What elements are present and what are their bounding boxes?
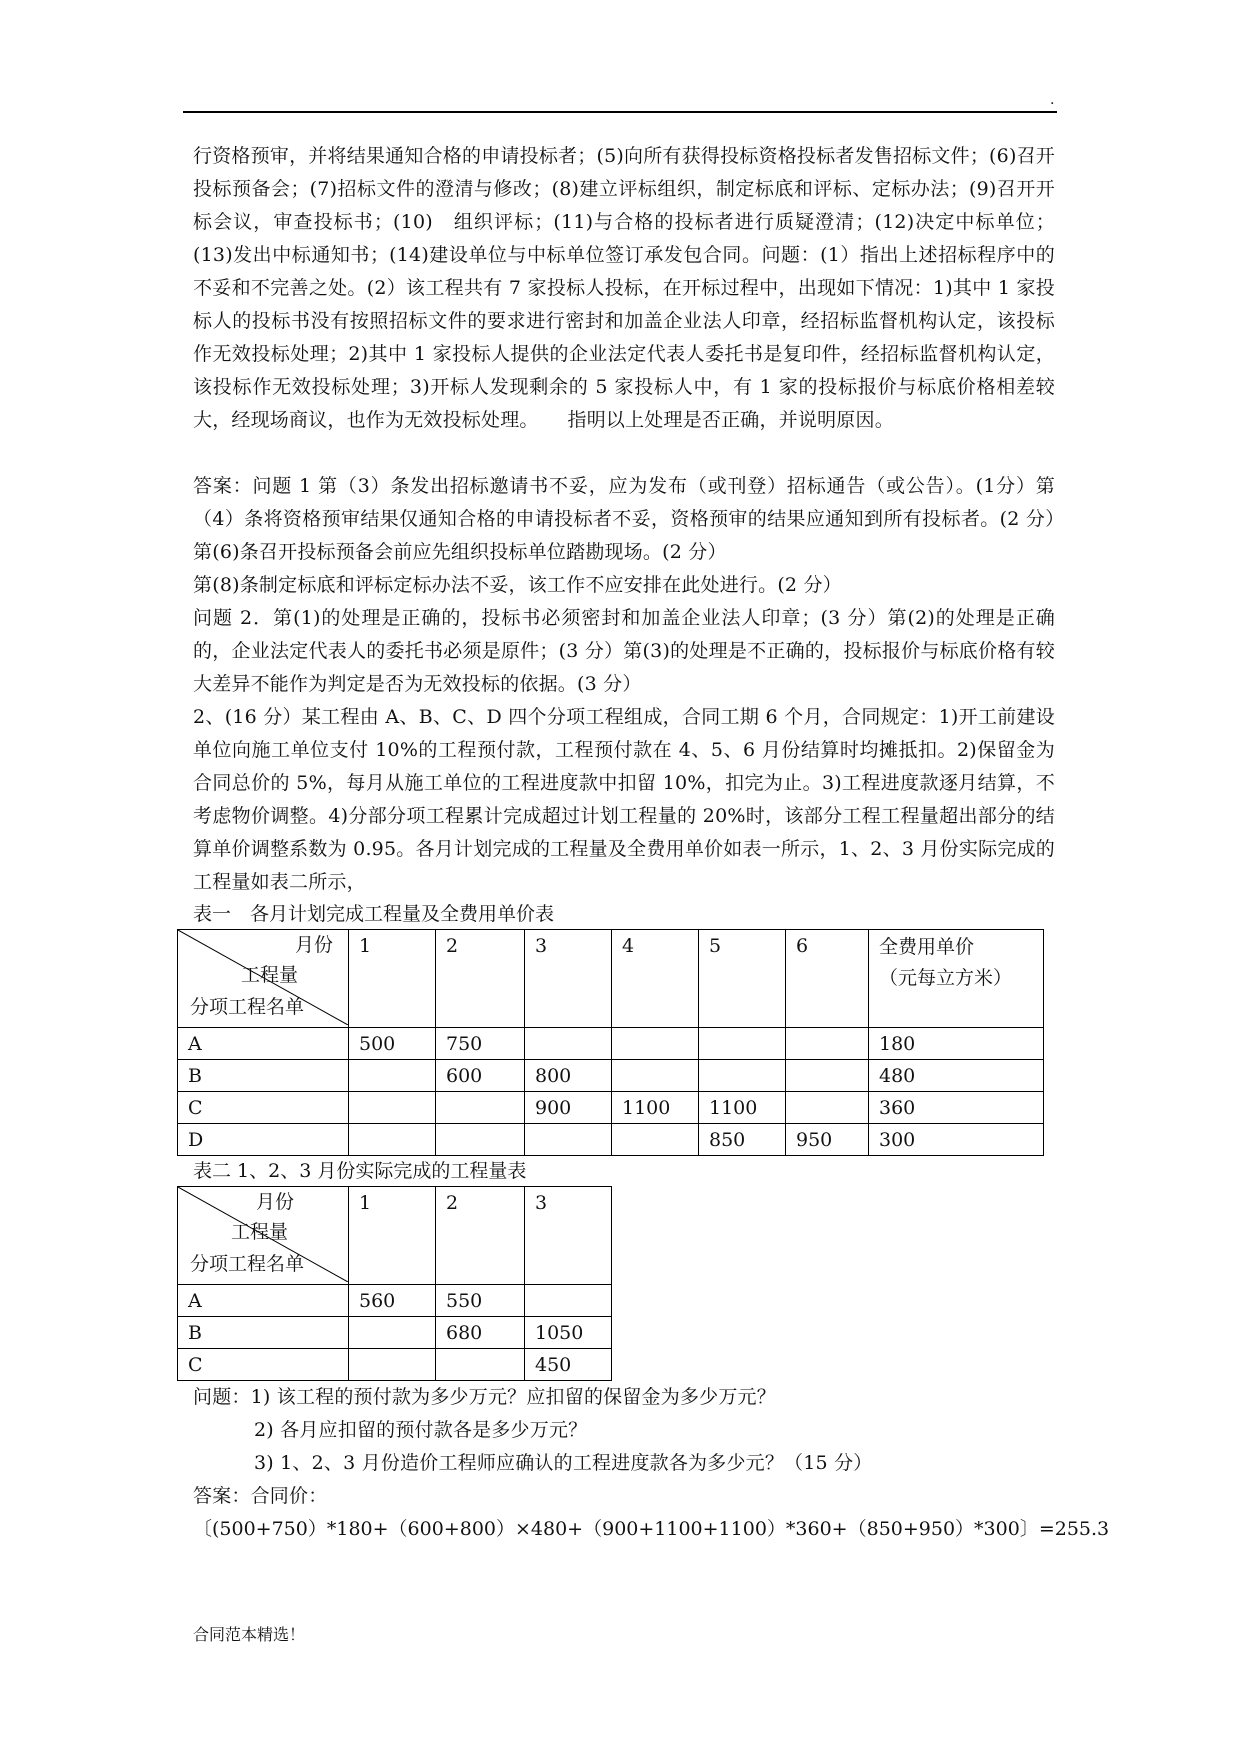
item-name: B — [178, 1317, 349, 1349]
quantity-cell — [525, 1285, 612, 1317]
corner-item-label: 分项工程名单 — [190, 1253, 305, 1275]
quantity-cell — [525, 1124, 612, 1156]
quantity-cell: 1100 — [699, 1092, 786, 1124]
month-header: 3 — [525, 1187, 612, 1285]
table2-caption: 表二 1、2、3 月份实际完成的工程量表 — [193, 1160, 527, 1182]
quantity-cell: 900 — [525, 1092, 612, 1124]
quantity-cell: 1100 — [612, 1092, 699, 1124]
month-header: 5 — [699, 930, 786, 1028]
quantity-cell — [525, 1028, 612, 1060]
answer-label: 答案：合同价： — [193, 1485, 328, 1507]
paragraph-answer-1: 答案：问题 1 第（3）条发出招标邀请书不妥，应为发布（或刊登）招标通告（或公告）。(1分）第（4）条将资格预审结果仅通知合格的申请投标者不妥，资格预审的结果应通知到所有投标者。(2 分）第(6)条召开投标预备会前应先组织投标单位踏勘现场。(2 分） — [193, 475, 1055, 563]
question-3: 3) 1、2、3 月份造价工程师应确认的工程进度款各为多少元？（15 分） — [254, 1452, 873, 1474]
table-row — [178, 1317, 612, 1349]
quantity-cell: 550 — [436, 1285, 525, 1317]
table-row — [178, 1124, 1044, 1156]
month-header: 4 — [612, 930, 699, 1028]
question-1: 问题：1) 该工程的预付款为多少万元？应扣留的保留金为多少万元？ — [193, 1386, 776, 1408]
quantity-cell: 1050 — [525, 1317, 612, 1349]
quantity-cell: 450 — [525, 1349, 612, 1381]
price-cell: 300 — [869, 1124, 1044, 1156]
actual-table — [177, 1186, 612, 1381]
quantity-cell — [349, 1317, 436, 1349]
item-name: D — [178, 1124, 349, 1156]
table-row — [178, 1349, 612, 1381]
month-header: 3 — [525, 930, 612, 1028]
header-mark: . — [1050, 92, 1055, 108]
quantity-cell — [612, 1028, 699, 1060]
price-header — [869, 930, 1044, 1028]
quantity-cell — [436, 1349, 525, 1381]
paragraph-question-2: 2、(16 分）某工程由 A、B、C、D 四个分项工程组成，合同工期 6 个月，合同规定：1)开工前建设单位向施工单位支付 10%的工程预付款，工程预付款在 4、5、6 月份结算时均摊抵扣。2)保留金为合同总价的 5%，每月从施工单位的工程进度款中扣留 10%，扣完为止。3)工程进度款逐月结算，不考虑物价调整。4)分部分项工程累计完成超过计划工程量的 20%时，该部分工程工程量超出部分的结算单价调整系数为 0.95。各月计划完成的工程量及全费用单价如表一所示，1、2、3 月份实际完成的工程量如表二所示， — [193, 706, 1055, 893]
quantity-cell — [349, 1060, 436, 1092]
month-header: 2 — [436, 1187, 525, 1285]
footer-text: 合同范本精选！ — [193, 1625, 306, 1644]
price-cell: 180 — [869, 1028, 1044, 1060]
table-row — [178, 1060, 1044, 1092]
quantity-cell — [349, 1349, 436, 1381]
corner-quantity-label: 工程量 — [231, 1221, 289, 1243]
quantity-cell — [349, 1124, 436, 1156]
corner-quantity-label: 工程量 — [241, 964, 299, 986]
item-name: C — [178, 1349, 349, 1381]
quantity-cell — [786, 1060, 869, 1092]
month-header: 6 — [786, 930, 869, 1028]
table-corner-cell — [178, 1187, 349, 1285]
price-header-line1: 全费用单价 — [879, 936, 975, 958]
quantity-cell — [699, 1060, 786, 1092]
plan-table — [177, 929, 1044, 1156]
corner-month-label: 月份 — [295, 934, 334, 956]
paragraph-answer-2: 问题 2．第(1)的处理是正确的，投标书必须密封和加盖企业法人印章；(3 分）第(2)的处理是正确的，企业法定代表人的委托书必须是原件；(3 分）第(3)的处理是不正确的，投标报价与标底价格有较大差异不能作为判定是否为无效投标的依据。(3 分） — [193, 607, 1055, 695]
month-header: 2 — [436, 930, 525, 1028]
quantity-cell — [786, 1028, 869, 1060]
document-body — [188, 140, 1110, 1546]
table-header-row — [178, 1187, 612, 1285]
month-header: 1 — [349, 930, 436, 1028]
quantity-cell — [699, 1028, 786, 1060]
table-row — [178, 1092, 1044, 1124]
quantity-cell: 750 — [436, 1028, 525, 1060]
quantity-cell: 600 — [436, 1060, 525, 1092]
table-row — [178, 1028, 1044, 1060]
paragraph-answer-1b: 第(8)条制定标底和评标定标办法不妥，该工作不应安排在此处进行。(2 分） — [193, 574, 842, 596]
corner-month-label: 月份 — [256, 1191, 295, 1213]
quantity-cell: 950 — [786, 1124, 869, 1156]
quantity-cell — [349, 1092, 436, 1124]
quantity-cell: 850 — [699, 1124, 786, 1156]
paragraph-procedure: 行资格预审，并将结果通知合格的申请投标者；(5)向所有获得投标资格投标者发售招标文件；(6)召开投标预备会；(7)招标文件的澄清与修改；(8)建立评标组织，制定标底和评标、定标办法；(9)召开开标会议，审查投标书；(10) 组织评标；(11)与合格的投标者进行质疑澄清；(12)决定中标单位；(13)发出中标通知书；(14)建设单位与中标单位签订承发包合同。问题：(1）指出上述招标程序中的不妥和不完善之处。(2）该工程共有 7 家投标人投标，在开标过程中，出现如下情况：1)其中 1 家投标人的投标书没有按照招标文件的要求进行密封和加盖企业法人印章，经招标监督机构认定，该投标作无效投标处理；2)其中 1 家投标人提供的企业法定代表人委托书是复印件，经招标监督机构认定，该投标作无效投标处理；3)开标人发现剩余的 5 家投标人中，有 1 家的投标报价与标底价格相差较大，经现场商议，也作为无效投标处理。 指明以上处理是否正确，并说明原因。 — [193, 145, 1055, 431]
month-header: 1 — [349, 1187, 436, 1285]
price-cell: 480 — [869, 1060, 1044, 1092]
quantity-cell: 680 — [436, 1317, 525, 1349]
item-name: A — [178, 1028, 349, 1060]
price-cell: 360 — [869, 1092, 1044, 1124]
contract-price-formula: 〔(500+750）*180+（600+800）×480+（900+1100+1100）*360+（850+950）*300〕=255.3 — [193, 1518, 1110, 1540]
quantity-cell — [436, 1124, 525, 1156]
table-header-row — [178, 930, 1044, 1028]
item-name: B — [178, 1060, 349, 1092]
corner-item-label: 分项工程名单 — [190, 996, 305, 1018]
header-rule — [183, 111, 1057, 113]
quantity-cell: 560 — [349, 1285, 436, 1317]
quantity-cell — [612, 1060, 699, 1092]
question-2: 2) 各月应扣留的预付款各是多少万元？ — [254, 1419, 588, 1441]
table1-caption: 表一 各月计划完成工程量及全费用单价表 — [193, 903, 555, 925]
item-name: A — [178, 1285, 349, 1317]
quantity-cell: 800 — [525, 1060, 612, 1092]
price-header-line2: （元每立方米） — [879, 967, 1013, 989]
quantity-cell — [786, 1092, 869, 1124]
item-name: C — [178, 1092, 349, 1124]
quantity-cell — [436, 1092, 525, 1124]
table-corner-cell — [178, 930, 349, 1028]
quantity-cell — [612, 1124, 699, 1156]
quantity-cell: 500 — [349, 1028, 436, 1060]
table-row — [178, 1285, 612, 1317]
